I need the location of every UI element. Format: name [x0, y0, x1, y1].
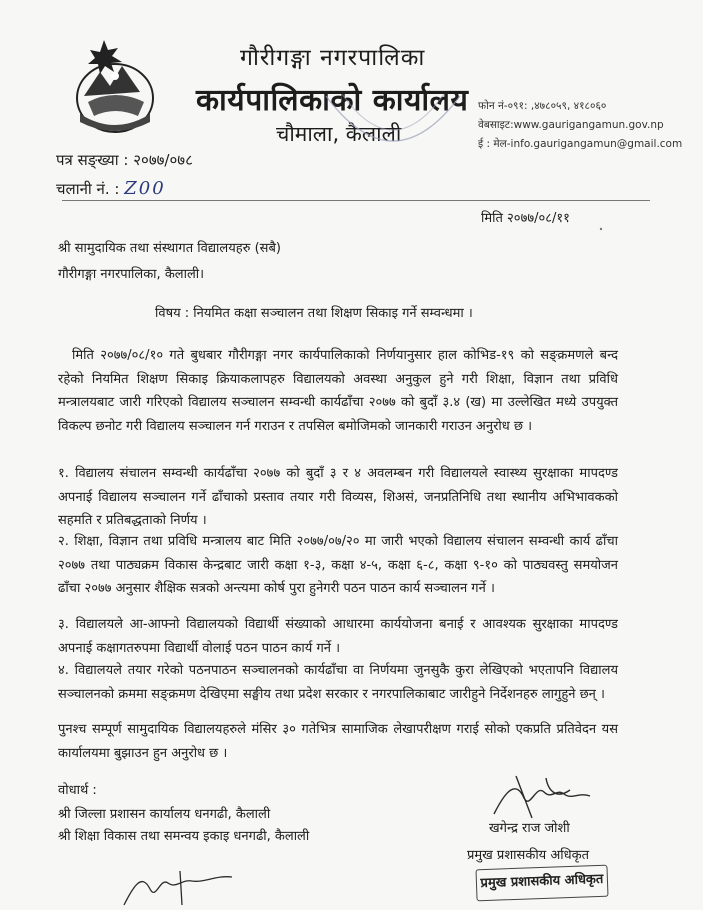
list-item-2: २. शिक्षा, विज्ञान तथा प्रविधि मन्त्रालय बाट मिति २०७७/०७/२० मा जारी भएको विद्यालय संचालन सम्वन्धी कार्य ढाँचा २०७७ तथा पाठ्यक्रम विकास केन्द्रबाट जारी कक्षा १-३, कक्षा ४-५, कक्षा ६-८, कक्षा ९-१० को पाठ्यवस्तु समयोजन ढाँचा २०७७ अनुसार शैक्षिक सत्रको अन्त्यमा कोर्ष पुरा हुनेगरी पठन पाठन कार्य सञ्चालन गर्ने ।	[58, 534, 618, 596]
list-item-3: ३. विद्यालयले आ-आफ्नो विद्यालयको विद्यार्थी संख्याको आधारमा कार्ययोजना बनाई र आवश्यक सुरक्षाका मापदण्ड अपनाई कक्षागतरुपमा विद्यार्थी वोलाई पठन पाठन कार्य गर्ने ।	[58, 617, 618, 656]
header-divider	[62, 200, 650, 201]
reference-label: पत्र सङ्ख्या :	[56, 151, 129, 169]
reference-number	[56, 150, 193, 170]
recipient-line-2: गौरीगङ्गा नगरपालिका, कैलाली।	[58, 267, 205, 282]
cc-line-1: श्री जिल्ला प्रशासन कार्यालय धनगढी, कैलाली	[58, 807, 271, 822]
nepal-emblem-icon	[66, 36, 164, 140]
reference-value: २०७७/०७८	[133, 151, 193, 169]
letter-subject: विषय : नियमित कक्षा सञ्चालन तथा शिक्षण सिकाइ गर्ने सम्वन्धमा ।	[155, 306, 473, 321]
office-title: कार्यपालिकाको कार्यालय	[196, 83, 469, 118]
official-stamp	[475, 865, 608, 902]
dispatch-label: चलानी नं. :	[56, 180, 120, 198]
letter-date: मिति २०७७/०८/११	[481, 211, 570, 226]
phone-number: फोन नं-०९१: ,४७८०५९, ४१८०६०	[478, 100, 607, 112]
intro-paragraph	[58, 344, 618, 438]
office-seal-icon	[318, 86, 468, 168]
stamp-text: प्रमुख प्रशासकीय अधिकृत	[480, 871, 604, 892]
municipality-name: गौरीगङ्गा नगरपालिका	[240, 45, 426, 71]
recipient-line-1: श्री सामुदायिक तथा संस्थागत विद्यालयहरु (सबै)	[58, 241, 281, 256]
list-item-4: ४. विद्यालयले तयार गरेको पठनपाठन सञ्चालनको कार्यढाँचा वा निर्णयमा जुनसुकै कुरा लेखिएको भएतापनि विद्यालय सञ्चालनको क्रममा सङ्क्रमण देखिएमा सङ्घीय तथा प्रदेश सरकार र नगरपालिकाबाट जारीहुने निर्देशनहरु लागुहुने छन् ।	[58, 663, 618, 702]
office-location: चौमाला, कैलाली	[276, 122, 402, 146]
closing-paragraph: पुनश्च सम्पूर्ण सामुदायिक विद्यालयहरुले मंसिर ३० गतेभित्र सामाजिक लेखापरीक्षण गराई सोको एकप्रति प्रतिवेदन यस कार्यालयमा बुझाउन हुन अनुरोध छ ।	[58, 722, 618, 761]
signatory-title: प्रमुख प्रशासकीय अधिकृत	[467, 848, 590, 863]
signatory-name: खगेन्द्र राज जोशी	[489, 821, 570, 836]
cc-line-2: श्री शिक्षा विकास तथा समन्वय इकाइ धनगढी, कैलाली	[58, 829, 310, 844]
dot-mark-icon	[598, 226, 604, 232]
dispatch-value: Z00	[124, 178, 166, 199]
dispatch-number	[56, 178, 166, 199]
handwritten-note-icon	[120, 865, 240, 910]
list-item-1: १. विद्यालय संचालन सम्वन्धी कार्यढाँचा २०७७ को बुदाँ ३ र ४ अवलम्बन गरी विद्यालयले स्वास्थ्य सुरक्षाका मापदण्ड अपनाई विद्यालय सञ्चालन गर्ने ढाँचाको प्रस्ताव तयार गरी विव्यस, शिअसं, जनप्रतिनिधि तथा स्थानीय अभिभावकको सहमति र प्रतिबद्धताको निर्णय ।	[58, 466, 618, 528]
intro-text: मिति २०७७/०८/१० गते बुधबार गौरीगङ्गा नगर कार्यपालिकाको निर्णयानुसार हाल कोभिड-१९ को सङ्क्रमणले बन्द रहेको नियमित शिक्षण सिकाइ क्रियाकलापहरु विद्यालयको अवस्था अनुकुल हुने गरी शिक्षा, विज्ञान तथा प्रविधि मन्त्रालयबाट जारी गरिएको विद्यालय सञ्चालन सम्वन्धी कार्यढाँचा २०७७ को बुदाँ ३.४ (ख) मा उल्लेखित मध्ये उपयुक्त विकल्प छनोट गरी विद्यालय सञ्चालन गर्न गराउन र तपसिल बमोजिमको जानकारी गराउन अनुरोध छ ।	[58, 348, 618, 434]
email: ई : मेल-info.gaurigangamun@gmail.com	[478, 138, 683, 150]
cc-heading: वोधार्थ :	[58, 783, 97, 798]
website: वेबसाइट:www.gaurigangamun.gov.np	[478, 119, 664, 131]
